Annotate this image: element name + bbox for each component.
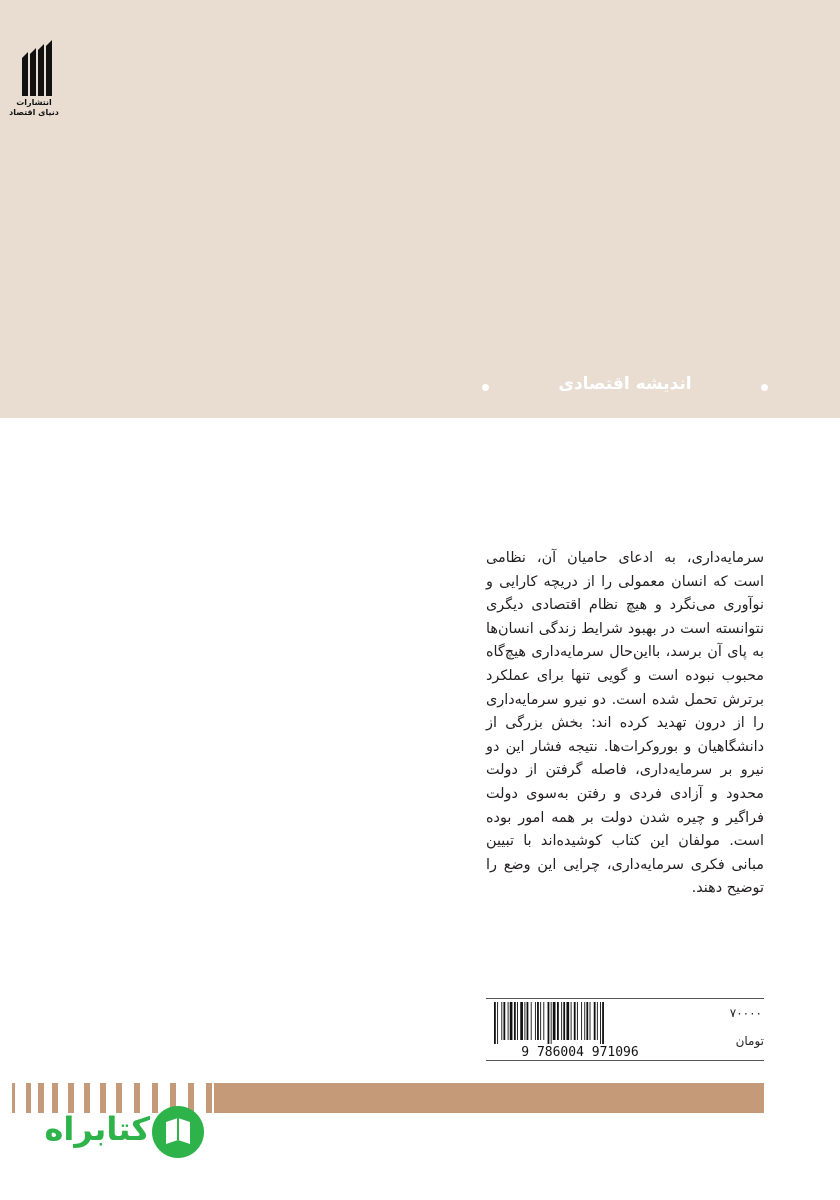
barcode-rule-bottom — [486, 1060, 764, 1061]
barcode-bar — [543, 1002, 544, 1040]
isbn-digits: 9 786004 971096 — [521, 1045, 639, 1058]
isbn-barcode — [492, 1002, 668, 1058]
barcode-bar — [503, 1002, 505, 1040]
barcode-bar — [577, 1002, 578, 1040]
footer-stripe — [26, 1083, 31, 1113]
barcode-bar — [574, 1002, 576, 1040]
publisher-name-line1: انتشارات — [16, 98, 52, 107]
barcode-bar — [508, 1002, 509, 1040]
series-row — [470, 372, 780, 402]
barcode-bar — [540, 1002, 541, 1040]
barcode-bar — [551, 1002, 552, 1044]
cover-top-band — [0, 0, 840, 418]
publisher-logo — [8, 40, 60, 122]
back-cover-blurb: سرمایه‌داری، به ادعای حامیان آن، نظامی است که انسان معمولی را از دریچه کارایی و نوآوری می‌نگرد و هیچ نظام اقتصادی دیگری نتوانسته است در بهبود شرایط زندگی انسان‌ها به پای آن برسد، بااین‌حال سرمایه‌داری هیچ‌گاه محبوب نبوده است و گویی تنها برای عملکرد برترش تحمل شده است. دو نیرو سرمایه‌داری را از درون تهدید کرده اند: بخش بزرگی از دانشگاهیان و بوروکرات‌ها. نتیجه فشار این دو نیرو بر سرمایه‌داری، فاصله گرفتن از دولت محدود و آزادی فردی و رفتن به‌سوی دولت فراگیر و چیره شدن دولت بر همه امور بوده است. مولفان این کتاب کوشیده‌اند با تبیین مبانی فکری سرمایه‌داری، چرایی این وضع را توضیح دهند. — [486, 550, 764, 897]
barcode-bar — [531, 1002, 532, 1040]
barcode-bar — [561, 1002, 562, 1040]
barcode-bar — [600, 1002, 601, 1044]
barcode-bar — [563, 1002, 565, 1040]
barcode-bar — [590, 1002, 591, 1040]
barcode-bar — [497, 1002, 498, 1044]
barcode-bar — [520, 1002, 523, 1040]
book-stack-icon — [16, 40, 52, 96]
barcode-bar — [571, 1002, 572, 1040]
currency-label: تومان — [735, 1034, 764, 1048]
barcode-rule-top — [486, 998, 764, 999]
barcode-bar — [597, 1002, 598, 1040]
series-dot-left — [482, 384, 489, 391]
barcode-bar — [514, 1002, 516, 1040]
footer-stripe — [12, 1083, 15, 1113]
barcode-bar — [537, 1002, 539, 1040]
series-title: اندیشه اقتصادی — [558, 374, 692, 394]
barcode-bar — [553, 1002, 556, 1040]
green-book-icon — [150, 1104, 206, 1160]
barcode-bar — [524, 1002, 525, 1040]
barcode-bar — [510, 1002, 513, 1040]
footer-stripe — [214, 1083, 764, 1113]
barcode-bar — [557, 1002, 559, 1040]
barcode-bar — [586, 1002, 588, 1040]
barcode-area — [486, 998, 764, 1062]
barcode-bar — [581, 1002, 582, 1040]
site-watermark-text: کتابراه — [44, 1110, 150, 1148]
barcode-bar — [602, 1002, 604, 1044]
publisher-name-line2: دنیای اقتصاد — [9, 108, 59, 117]
barcode-bar — [527, 1002, 529, 1040]
barcode-bar — [566, 1002, 569, 1040]
barcode-bar — [517, 1002, 518, 1040]
barcode-bar — [494, 1002, 496, 1044]
barcode-bar — [535, 1002, 536, 1040]
barcode-bar — [548, 1002, 550, 1044]
barcode-bar — [584, 1002, 585, 1040]
series-dot-right — [761, 384, 768, 391]
site-watermark-logo — [38, 1100, 218, 1160]
barcode-bar — [594, 1002, 596, 1040]
price-label: ۷۰۰۰۰ — [729, 1006, 762, 1020]
barcode-bar — [501, 1002, 502, 1040]
